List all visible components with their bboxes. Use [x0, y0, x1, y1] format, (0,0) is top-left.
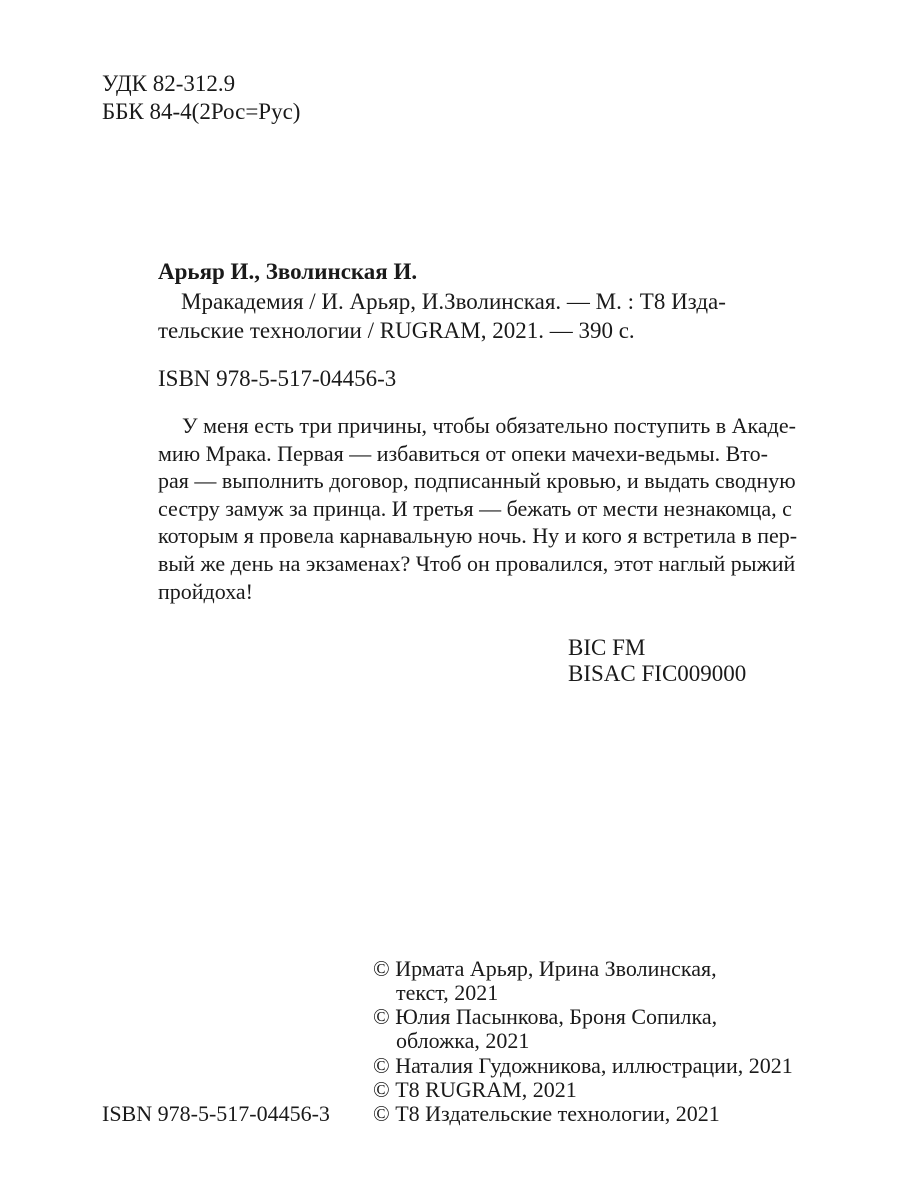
- abstract-line: рая — выполнить договор, подписанный кровью, и выдать сводную: [158, 468, 796, 494]
- bibliographic-line-2: тельские технологии / RUGRAM, 2021. — 390 с.: [158, 318, 635, 343]
- abstract-line: сестру замуж за принца. И третья — бежать от мести незнакомца, с: [158, 495, 792, 521]
- abstract-line: пройдоха!: [158, 578, 253, 604]
- copyright-cover: © Юлия Пасынкова, Броня Сопилка,: [373, 1004, 718, 1029]
- copyright-authors-cont: текст, 2021: [396, 980, 499, 1005]
- udk-code: УДК 82-312.9: [102, 71, 236, 96]
- abstract-line: вый же день на экзаменах? Чтоб он провалился, этот наглый рыжий: [158, 550, 796, 576]
- bibliographic-line-1: Мракадемия / И. Арьяр, И.Зволинская. — М. : Т8 Изда-: [181, 289, 726, 314]
- copyright-publisher: © Т8 Издательские технологии, 2021: [373, 1101, 720, 1126]
- copyright-illustrations: © Наталия Гудожникова, иллюстрации, 2021: [373, 1053, 793, 1078]
- isbn-bottom: ISBN 978-5-517-04456-3: [102, 1101, 330, 1126]
- copyright-cover-cont: обложка, 2021: [396, 1028, 530, 1053]
- isbn-top: ISBN 978-5-517-04456-3: [158, 366, 397, 391]
- copyright-authors: © Ирмата Арьяр, Ирина Зволинская,: [373, 956, 717, 981]
- abstract-paragraph: [158, 412, 798, 605]
- copyright-rugram: © Т8 RUGRAM, 2021: [373, 1077, 577, 1102]
- abstract-line: которым я провела карнавальную ночь. Ну и кого я встретила в пер-: [158, 523, 798, 549]
- abstract-line: мию Мрака. Первая — избавиться от опеки мачехи-ведьмы. Вто-: [158, 440, 768, 466]
- bbk-code: ББК 84-4(2Рос=Рус): [102, 99, 301, 124]
- bic-code: BIC FM: [568, 635, 646, 660]
- abstract-line: У меня есть три причины, чтобы обязательно поступить в Акаде-: [182, 413, 796, 438]
- bisac-code: BISAC FIC009000: [568, 661, 747, 686]
- author-heading: Арьяр И., Зволинская И.: [158, 259, 418, 284]
